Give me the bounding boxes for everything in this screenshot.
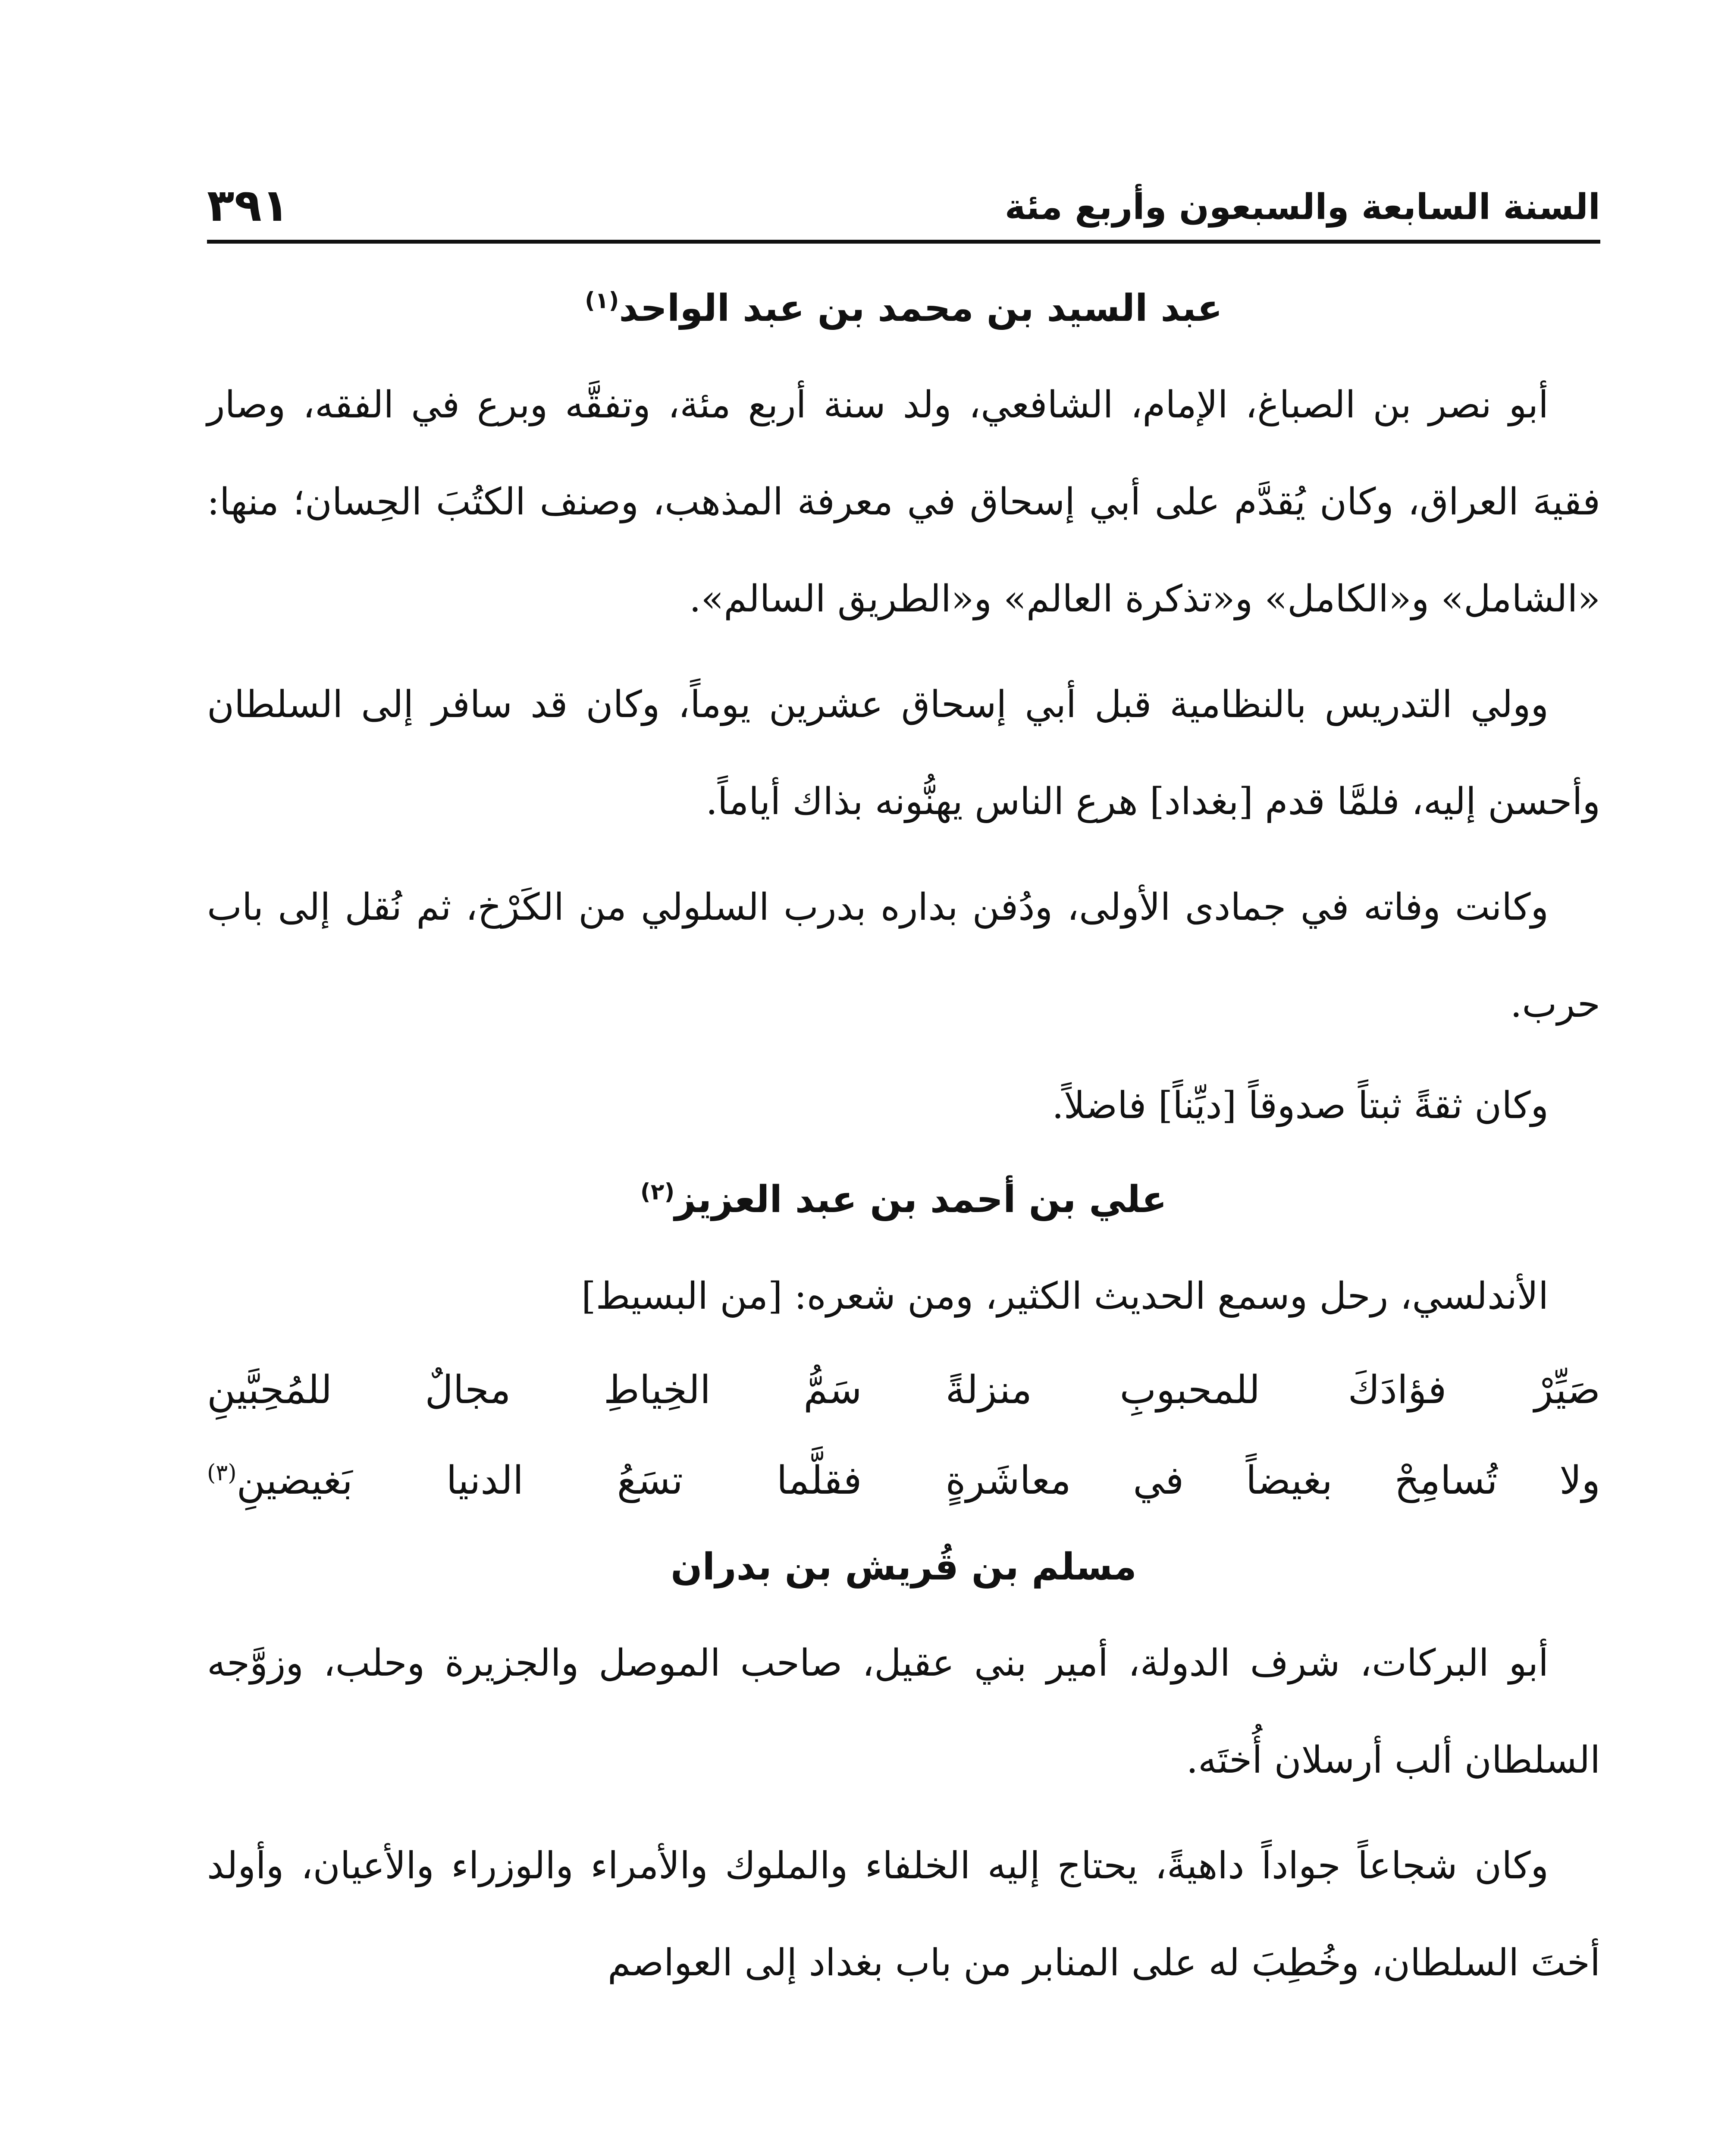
verse-first-hemistich: صَيِّرْ فؤادَكَ للمحبوبِ منزلةً	[945, 1367, 1600, 1413]
running-header	[207, 168, 1600, 233]
entry-heading-muslim-ibn-quraysh	[207, 1543, 1600, 1592]
footnote-ref: (١)	[585, 288, 619, 314]
verse-intro: الأندلسي، رحل وسمع الحديث الكثير، ومن شعره: [من البسيط]	[581, 1274, 1549, 1318]
running-header-title: السنة السابعة والسبعون وأربع مئة	[1004, 187, 1600, 228]
paragraph: وكانت وفاته في جمادى الأولى، ودُفن بداره بدرب السلولي من الكَرْخ، ثم نُقل إلى باب حرب.	[207, 885, 1600, 1026]
body-text	[207, 276, 1600, 2012]
paragraph: أبو البركات، شرف الدولة، أمير بني عقيل، صاحب الموصل والجزيرة وحلب، وزوَّجه السلطان ألب أرسلان أُختَه.	[207, 1642, 1600, 1782]
entry-heading-text: علي بن أحمد بن عبد العزيز	[674, 1178, 1167, 1221]
entry-heading-abd-al-sayyid	[207, 285, 1600, 333]
header-rule	[207, 240, 1600, 244]
verse-second-hemistich	[207, 1345, 862, 1435]
page-number: ٣٩١	[207, 179, 289, 232]
verse-first-hemistich: ولا تُسامِحْ بغيضاً في معاشَرةٍ	[945, 1457, 1600, 1503]
verse-second-text: فقلَّما تسَعُ الدنيا بَغيضينِ	[236, 1457, 862, 1503]
footnote-ref: (٢)	[640, 1179, 675, 1205]
paragraph: وولي التدريس بالنظامية قبل أبي إسحاق عشرين يوماً، وكان قد سافر إلى السلطان وأحسن إليه، فلمَّا قدم [بغداد] هرع الناس يهنُّونه بذاك أياماً.	[207, 683, 1600, 823]
verse-line	[207, 1345, 1600, 1435]
verse-line	[207, 1435, 1600, 1526]
verse-second-hemistich	[207, 1435, 862, 1526]
footnote-ref: (٣)	[207, 1460, 237, 1486]
entry-heading-ali-ibn-ahmad	[207, 1176, 1600, 1224]
verse-second-text: سَمُّ الخِياطِ مجالٌ للمُحِبَّينِ	[207, 1367, 862, 1413]
paragraph: وكان ثقةً ثبتاً صدوقاً [ديِّناً] فاضلاً.	[1052, 1084, 1549, 1127]
entry-heading-text: عبد السيد بن محمد بن عبد الواحد	[619, 287, 1223, 330]
paragraph: أبو نصر بن الصباغ، الإمام، الشافعي، ولد سنة أربع مئة، وتفقَّه وبرع في الفقه، وصار فقيهَ العراق، وكان يُقدَّم على أبي إسحاق في معرفة المذهب، وصنف الكتُبَ الحِسان؛ منها: «الشامل» و«الكامل» و«تذكرة العالم» و«الطريق السالم».	[207, 383, 1600, 620]
paragraph: وكان شجاعاً جواداً داهيةً، يحتاج إليه الخلفاء والملوك والأمراء والوزراء والأعيان، وأولد أختَ السلطان، وخُطِبَ له على المنابر من باب بغداد إلى العواصم	[207, 1844, 1600, 1985]
entry-heading-text: مسلم بن قُريش بن بدران	[671, 1545, 1137, 1589]
